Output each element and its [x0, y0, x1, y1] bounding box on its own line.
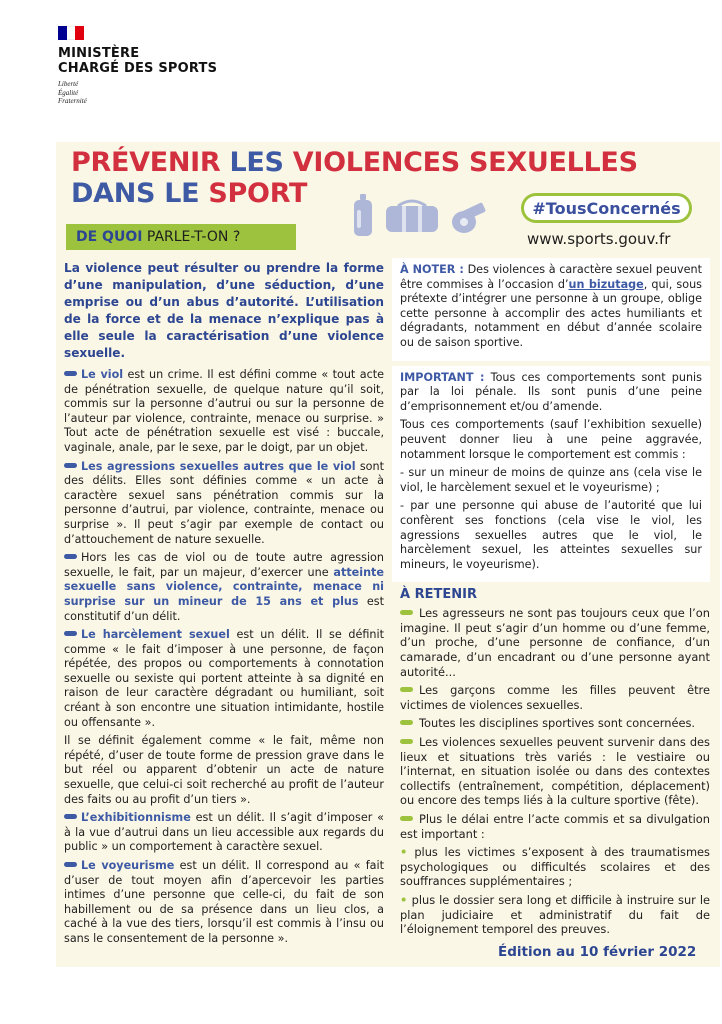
ministry-name-line1: MINISTÈRE — [58, 46, 140, 61]
aggravation-item-2: - par une personne qui abuse de l’autorité que lui confèrent ses fonctions (cela vise le viol, les agressions sexuelles autres que le viol, le harcèlement sexuel, les atteintes sexuelles sur mineurs, le voyeurisme). — [400, 499, 702, 571]
sports-bag-icon — [386, 201, 438, 232]
retenir-item-2: Les garçons comme les filles peuvent être victimes de violences sexuelles. — [400, 683, 710, 712]
website-link[interactable]: www.sports.gouv.fr — [527, 230, 671, 248]
title-word-les: LES — [229, 147, 293, 178]
agressions-term: Les agressions sexuelles autres que le viol — [81, 459, 356, 473]
retenir-title: À RETENIR — [400, 587, 477, 603]
important-box — [392, 366, 710, 583]
exhibitionnisme-text: est un délit. Il s’agit d’imposer « à la vue d’autrui dans un lieu accessible aux regards du public » un comportement à caractère sexuel. — [64, 811, 384, 854]
dot-icon: • — [400, 892, 412, 907]
bullet-icon — [64, 554, 77, 559]
bullet-icon — [400, 816, 413, 821]
aggravation-item-1: - sur un mineur de moins de quinze ans (cela vise le viol, le harcèlement sexuel et le voyeurisme) ; — [400, 466, 702, 494]
hashtag-badge — [521, 193, 692, 223]
note-text1: Des violences à caractère sexuel peuvent être commises à l’occasion d’ — [400, 263, 702, 291]
important-text: Tous ces comportements sont punis par la loi pénale. Ils sont punis d’une peine d’emprisonnement et/ou d’amende. — [400, 370, 702, 413]
section-title-rest: PARLE-T-ON ? — [142, 229, 241, 245]
bizutage-term: un bizutage — [568, 277, 644, 291]
agressions-paragraph — [64, 460, 384, 548]
left-column — [64, 260, 384, 951]
bullet-icon — [400, 687, 413, 692]
sports-icons — [346, 192, 506, 247]
bullet-icon — [64, 371, 77, 376]
atteinte-term: atteinte sexuelle sans violence, contrainte, menace ni surprise sur un mineur de 15 ans et plus — [64, 565, 384, 608]
right-column — [392, 258, 710, 941]
whistle-icon — [452, 202, 486, 233]
ministry-name-line2: CHARGÉ DES SPORTS — [58, 61, 218, 76]
bullet-icon — [64, 463, 77, 468]
viol-term: Le viol — [81, 368, 124, 381]
agressions-text: sont des délits. Elles sont définies comme « un acte à caractère sexuel sans pénétration commis sur la personne d’autrui, par violence, contrainte, menace ou surprise ». Il peut s’agir par exemple de contact ou d’attouchement de nature sexuelle. — [64, 459, 384, 546]
bullet-icon — [64, 814, 77, 819]
harcelement-paragraph-2: Il se définit également comme « le fait, même non répété, d’user de toute forme de pression grave dans le but réel ou apparent d’obtenir un acte de nature sexuelle, que celui-ci soit recherché au profit de l’auteur des faits ou au profit d’un tiers ». — [64, 734, 384, 806]
bullet-icon — [400, 610, 413, 615]
ministry-logo — [58, 26, 217, 106]
note-label: À NOTER : — [400, 263, 464, 276]
title-word-dans-le: DANS LE — [71, 178, 209, 209]
motto-fraternite: Fraternité — [58, 97, 87, 105]
intro-paragraph: La violence peut résulter ou prendre la forme d’une manipulation, d’une séduction, d’une emprise ou d’un abus d’autorité. L’utilisation de la force et de la menace n’explique pas à elle seule la caractérisation d’une violence sexuelle. — [64, 261, 384, 360]
atteinte-paragraph — [64, 551, 384, 624]
aggravation-paragraph: Tous ces comportements (sauf l’exhibition sexuelle) peuvent donner lieu à une peine aggravée, notamment lorsque le comportement est commis : — [400, 418, 702, 461]
retenir-subitem-1: • plus les victimes s’exposent à des traumatismes psychologiques ou difficultés scolaires et des souffrances supplémentaires ; — [400, 845, 710, 889]
dot-icon: • — [400, 845, 415, 860]
republic-motto — [58, 80, 217, 106]
exhibitionnisme-term: L’exhibitionnisme — [81, 811, 191, 825]
title-word-prevenir: PRÉVENIR — [71, 147, 230, 178]
motto-liberte: Liberté — [58, 80, 79, 88]
atteinte-text2: est constitutif d’un délit. — [64, 594, 385, 623]
voyeurisme-text: est un délit. Il correspond au « fait d’user de tout moyen afin d’apercevoir les parties intimes d’une personne que celle-ci, du fait de son habillement ou de sa présence dans un lieu clos, a caché à la vue des tiers, lorsqu’il est commis à l’insu ou sans le consentement de la personne ». — [64, 859, 384, 945]
note-box — [392, 258, 710, 361]
hashtag-text: #TousConcernés — [524, 196, 689, 220]
water-bottle-icon — [354, 194, 372, 236]
bullet-icon — [400, 739, 413, 744]
viol-paragraph — [64, 368, 384, 456]
edition-date: Édition au 10 février 2022 — [498, 944, 697, 960]
title-word-sport: SPORT — [208, 178, 308, 209]
french-flag-icon — [58, 26, 84, 40]
note-text2: , qui, sous prétexte d’intégrer une personne à un groupe, oblige cette personne à accomplir des actes humiliants et dégradants, notamment en début d’année scolaire ou de saison sportive. — [400, 277, 702, 349]
voyeurisme-term: Le voyeurisme — [81, 859, 175, 872]
bullet-icon — [400, 720, 413, 725]
viol-text: est un crime. Il est défini comme « tout acte de pénétration sexuelle, de quelque nature qu’il soit, commis sur la personne d’autrui ou sur la personne de l’auteur par violence, contrainte, menace ou surprise. » Tout acte de pénétration sexuelle est visé : buccale, vaginale, anale, par le sexe, par le doigt, par un objet. — [64, 368, 384, 454]
exhibitionnisme-paragraph — [64, 811, 384, 855]
note-paragraph — [400, 263, 702, 351]
bullet-icon — [64, 862, 77, 867]
harcelement-term: Le harcèlement sexuel — [81, 628, 230, 642]
retenir-item-4: Les violences sexuelles peuvent survenir dans des lieux et situations très variés : le vestiaire ou l’internat, en situation isolée ou dans des contextes collectifs (entraînement, compétition, déplacement) ou encore des temps liés à la culture sportive (fête). — [400, 735, 710, 808]
retenir-item-5: Plus le délai entre l’acte commis et sa divulgation est important : — [400, 812, 710, 841]
retenir-item-1: Les agresseurs ne sont pas toujours ceux que l’on imagine. Il peut s’agir d’un homme ou d’une femme, d’un proche, d’une personne de confiance, d’un camarade, d’un encadrant ou d’une personne ayant autorité... — [400, 606, 710, 679]
harcelement-paragraph — [64, 628, 384, 730]
atteinte-text1: Hors les cas de viol ou de toute autre agression sexuelle, le fait, par un majeur, d’exercer une — [64, 551, 384, 579]
title-word-violences: VIOLENCES SEXUELLES — [292, 147, 638, 178]
important-label: IMPORTANT : — [400, 370, 485, 384]
important-paragraph — [400, 371, 702, 415]
motto-egalite: Égalité — [58, 88, 79, 97]
harcelement-text1: est un délit. Il se définit comme « le fait d’imposer à une personne, de façon répétée, des propos ou comportements à connotation sexuelle ou sexiste qui portent atteinte à sa dignité en raison de leur caractère dégradant ou humiliant, soit créant à son encontre une situation intimidante, hostile ou offensante ». — [64, 628, 385, 729]
bullet-icon — [64, 631, 77, 636]
voyeurisme-paragraph — [64, 859, 384, 947]
section-title — [66, 224, 296, 250]
retenir-subitem-2: • plus le dossier sera long et difficile à instruire sur le plan judiciaire et administratif du fait de l’éloignement temporel des preuves. — [400, 892, 710, 937]
section-title-highlight: DE QUOI — [76, 229, 143, 245]
retenir-item-3: Toutes les disciplines sportives sont concernées. — [400, 716, 710, 731]
